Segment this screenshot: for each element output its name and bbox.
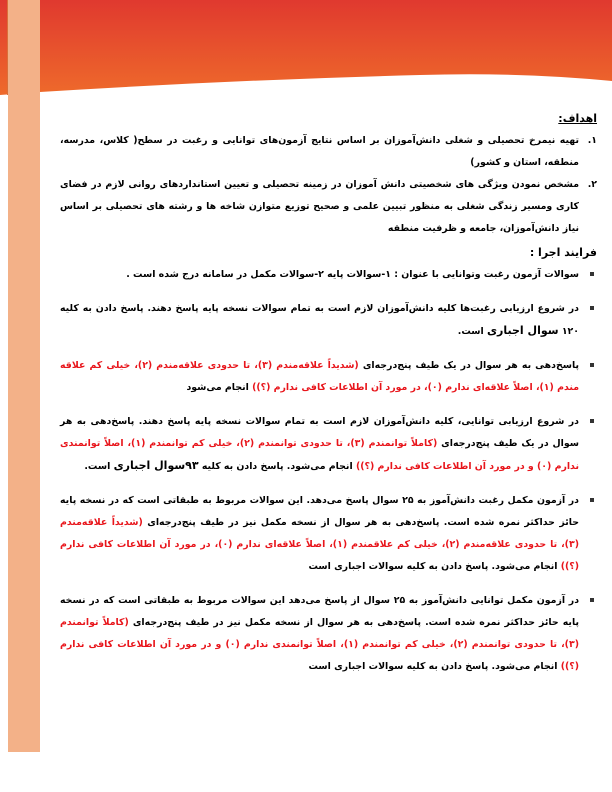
- bullet-scale-red: (شدیداً علاقه‌مندم (۳)، تا حدودی علاقه‌مندم (۲)، خیلی کم علاقمندم (۱)، اصلاً علاقه‌ای ندارم (۰)، در مورد آن اطلاعات کافی ندارم (؟)): [60, 517, 579, 572]
- bullet-text: پاسخ‌دهی به هر سوال در یک طیف پنج‌درجه‌ای: [362, 360, 579, 371]
- bullet-scale-red: (کاملاً توانمندم (۳)، تا حدودی توانمندم (۲)، خیلی کم توانمندم (۱)، اصلاً توانمندی ندارم (۰) و در مورد آن اطلاعات کافی ندارم (؟)): [60, 438, 579, 472]
- side-decorative-strip: [8, 0, 40, 752]
- bullet-emphasis: سوال اجباری: [486, 324, 559, 337]
- bullet-scale-red: (شدیداً علاقه‌مندم (۳)، تا حدودی علاقه‌مندم (۲)، خیلی کم علاقه مندم (۱)، اصلاً علاقه‌ای ندارم (۰)، در مورد آن اطلاعات کافی ندارم (؟)): [60, 360, 579, 393]
- process-heading: فرایند اجرا :: [529, 246, 597, 259]
- bullet-square-icon: [590, 272, 594, 276]
- goal-item-2: [60, 174, 597, 240]
- bullet-text: در شروع ارزیابی رغبت‌ها کلیه دانش‌آموزان لازم است به تمام سوالات نسخه پایه پاسخ دهند. پاسخ دادن به کلیه ۱۲۰: [60, 303, 579, 337]
- bullet-square-icon: [590, 306, 594, 310]
- bullet-text-mid: انجام می‌شود. پاسخ دادن به کلیه: [201, 461, 353, 472]
- process-bullet: [60, 590, 597, 678]
- bullet-square-icon: [590, 363, 594, 367]
- goal-number: ۱.: [587, 135, 597, 146]
- bullet-text-end: انجام می‌شود. پاسخ دادن به کلیه سوالات اجباری است: [308, 661, 558, 672]
- bullet-text-end: انجام می‌شود. پاسخ دادن به کلیه سوالات اجباری است: [308, 561, 558, 572]
- bullet-square-icon: [590, 598, 594, 602]
- bullet-emphasis: ۹۳سوال اجباری: [113, 459, 199, 472]
- process-bullet: [60, 264, 597, 286]
- goal-number: ۲.: [587, 179, 597, 190]
- bullet-text-end: است.: [84, 461, 111, 472]
- goals-heading: اهداف:: [558, 112, 597, 125]
- bullet-text: سوالات آزمون رغبت وتوانایی با عنوان : ۱-سوالات پایه ۲-سوالات مکمل در سامانه درج شده است .: [126, 269, 579, 280]
- bullet-text-end: است.: [457, 326, 484, 337]
- process-bullet: [60, 411, 597, 478]
- bullet-square-icon: [590, 419, 594, 423]
- header-banner: [0, 0, 612, 100]
- header-wave-graphic: [0, 0, 612, 100]
- bullet-text: در آزمون مکمل رغبت دانش‌آموز به ۲۵ سوال پاسخ می‌دهد. این سوالات مربوط به طبقاتی است که در نسخه پایه حائز حداکثر نمره شده است. پاسخ‌دهی به هر سوال از نسخه مکمل نیز در طیف پنج‌درجه‌ای: [60, 495, 579, 528]
- header-wave: [0, 0, 612, 95]
- bullet-text-end: انجام می‌شود: [186, 382, 249, 393]
- process-bullet: [60, 355, 597, 399]
- bullet-text: در شروع ارزیابی توانایی، کلیه دانش‌آموزان لازم است به تمام سوالات نسخه پایه پاسخ دهند. پاسخ‌دهی به هر سوال در یک طیف پنج‌درجه‌ای: [60, 416, 579, 449]
- bullet-square-icon: [590, 498, 594, 502]
- bullet-scale-red: (کاملاً توانمندم (۳)، تا حدودی توانمندم (۲)، خیلی کم توانمندم (۱)، اصلاً توانمندی ندارم (۰) و در مورد آن اطلاعات کافی ندارم (؟)): [60, 617, 579, 672]
- goal-item-1: [60, 130, 597, 174]
- goal-text: مشخص نمودن ویژگی های شخصیتی دانش آموزان در زمینه تحصیلی و تعیین استانداردهای روانی لازم در فضای کاری ومسیر زندگی شغلی به منظور تبیین علمی و صحیح توزیع متوازن شاخه ها و رشته های تحصیلی بر اساس نیاز دانش‌آموزان، جامعه و ظرفیت منطقه: [60, 179, 579, 234]
- goal-text: تهیه نیمرخ تحصیلی و شغلی دانش‌آموزان بر اساس نتایج آزمون‌های توانایی و رغبت در سطح( کلاس، مدرسه، منطقه، استان و کشور): [60, 135, 579, 168]
- bullet-text: در آزمون مکمل توانایی دانش‌آموز به ۲۵ سوال از پاسخ می‌دهد این سوالات مربوط به طبقاتی است که در نسخه پایه حائز حداکثر نمره شده است. پاسخ‌دهی به هر سوال از نسخه مکمل نیز در طیف پنج‌درجه‌ای: [60, 595, 580, 628]
- document-body: [60, 108, 597, 690]
- process-bullet: [60, 490, 597, 578]
- process-bullet: [60, 298, 597, 343]
